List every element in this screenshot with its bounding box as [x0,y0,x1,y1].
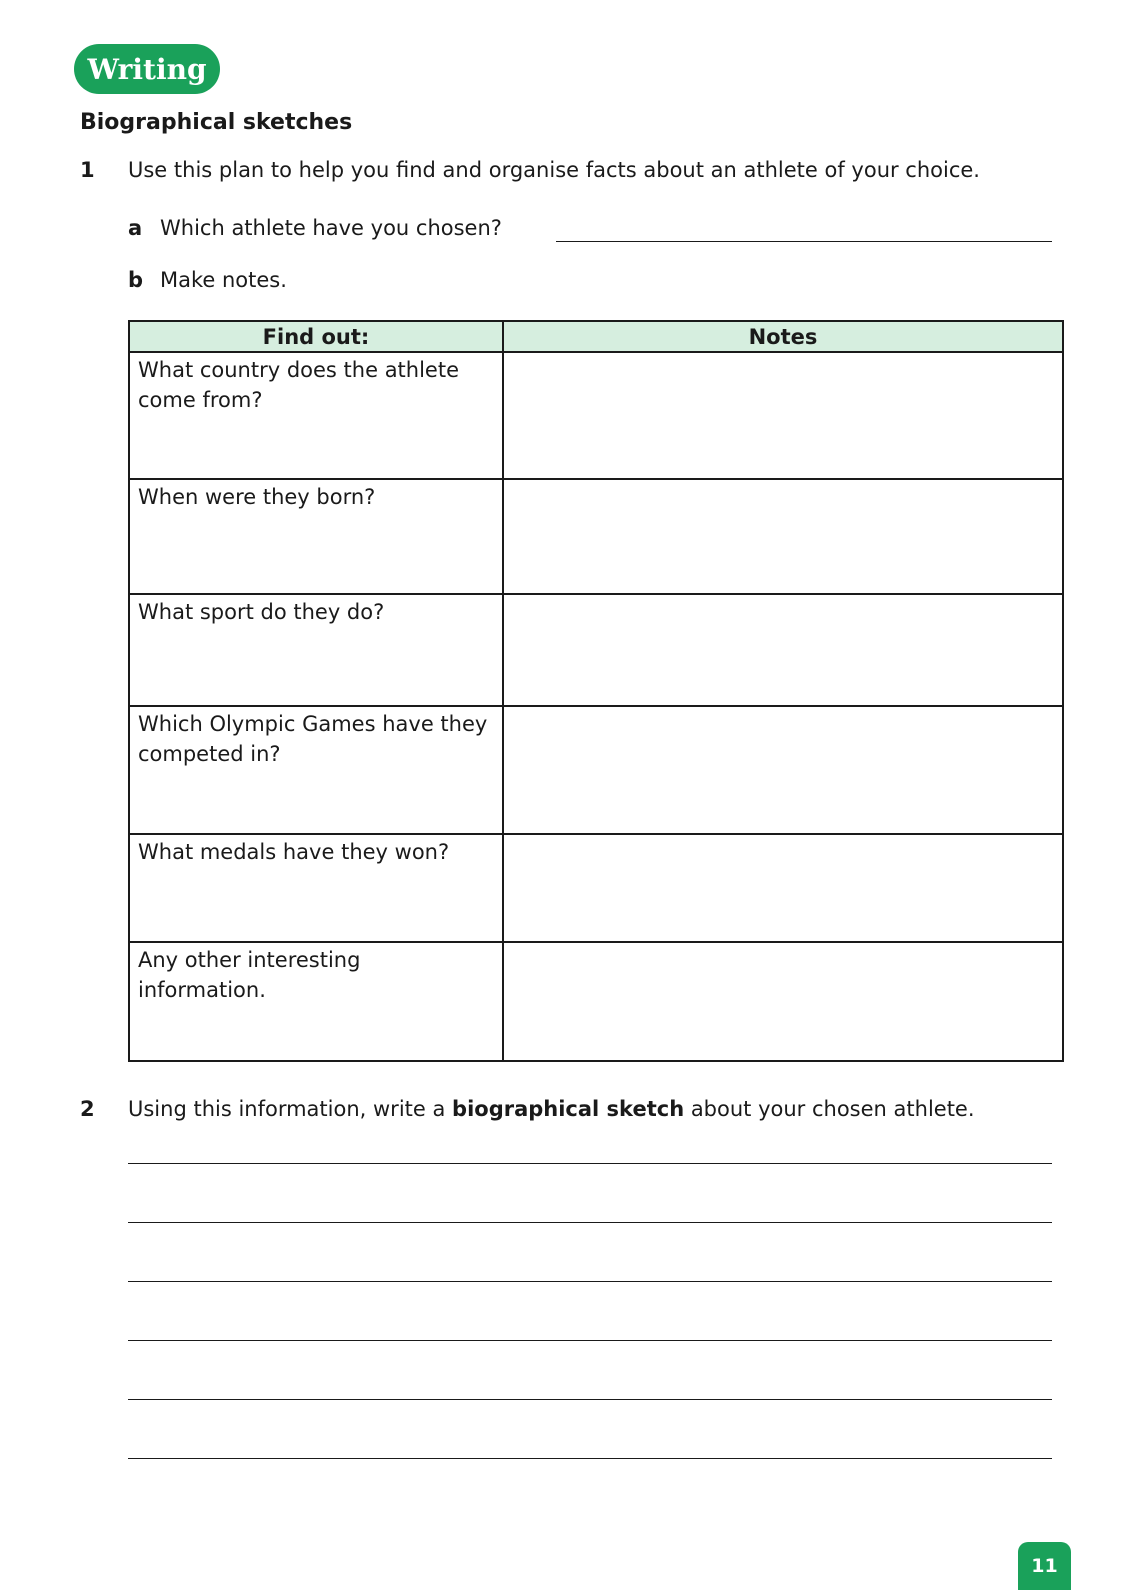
table-row [129,834,1063,942]
writing-line[interactable] [128,1222,1052,1223]
athlete-answer-line[interactable] [556,241,1052,242]
prompt-text: What country does the athlete come from? [138,358,460,412]
notes-cell[interactable] [503,834,1063,942]
question-2-text [128,1097,975,1121]
prompt-cell [129,834,503,942]
question-1b-text: Make notes. [160,268,287,292]
question-2-text-end: about your chosen athlete. [684,1097,975,1121]
prompt-cell [129,479,503,594]
notes-table [128,320,1064,1062]
notes-cell[interactable] [503,594,1063,706]
notes-text [504,943,1062,945]
notes-cell[interactable] [503,352,1063,479]
question-1a-text: Which athlete have you chosen? [160,216,502,240]
table-row [129,594,1063,706]
prompt-cell [129,594,503,706]
prompt-text: Any other interesting information. [138,948,361,1002]
writing-line[interactable] [128,1163,1052,1164]
notes-cell[interactable] [503,942,1063,1061]
question-2-text-start: Using this information, write a [128,1097,453,1121]
question-1-number: 1 [80,158,95,182]
table-row [129,706,1063,834]
writing-line[interactable] [128,1399,1052,1400]
question-1a-letter: a [128,216,143,240]
prompt-cell [129,706,503,834]
question-1b-letter: b [128,268,144,292]
notes-cell[interactable] [503,706,1063,834]
writing-line[interactable] [128,1281,1052,1282]
notes-text [504,480,1062,482]
section-title: Biographical sketches [80,110,353,135]
question-1-text: Use this plan to help you find and organise facts about an athlete of your choice. [128,158,980,182]
question-2-number: 2 [80,1097,95,1121]
notes-cell[interactable] [503,479,1063,594]
question-2-keyword: biographical sketch [452,1097,685,1121]
table-header-row [129,321,1063,352]
page-number-tab: 11 [1018,1542,1071,1590]
section-badge: Writing [74,44,220,94]
notes-text [504,353,1062,355]
header-notes: Notes [503,321,1063,352]
prompt-text: When were they born? [138,485,376,509]
writing-line[interactable] [128,1458,1052,1459]
prompt-cell [129,352,503,479]
notes-text [504,835,1062,837]
notes-text [504,707,1062,709]
prompt-cell [129,942,503,1061]
prompt-text: Which Olympic Games have they competed in? [138,712,488,766]
notes-text [504,595,1062,597]
table-row [129,479,1063,594]
prompt-text: What medals have they won? [138,840,450,864]
header-find-out: Find out: [129,321,503,352]
table-row [129,352,1063,479]
table-row [129,942,1063,1061]
writing-line[interactable] [128,1340,1052,1341]
prompt-text: What sport do they do? [138,600,385,624]
